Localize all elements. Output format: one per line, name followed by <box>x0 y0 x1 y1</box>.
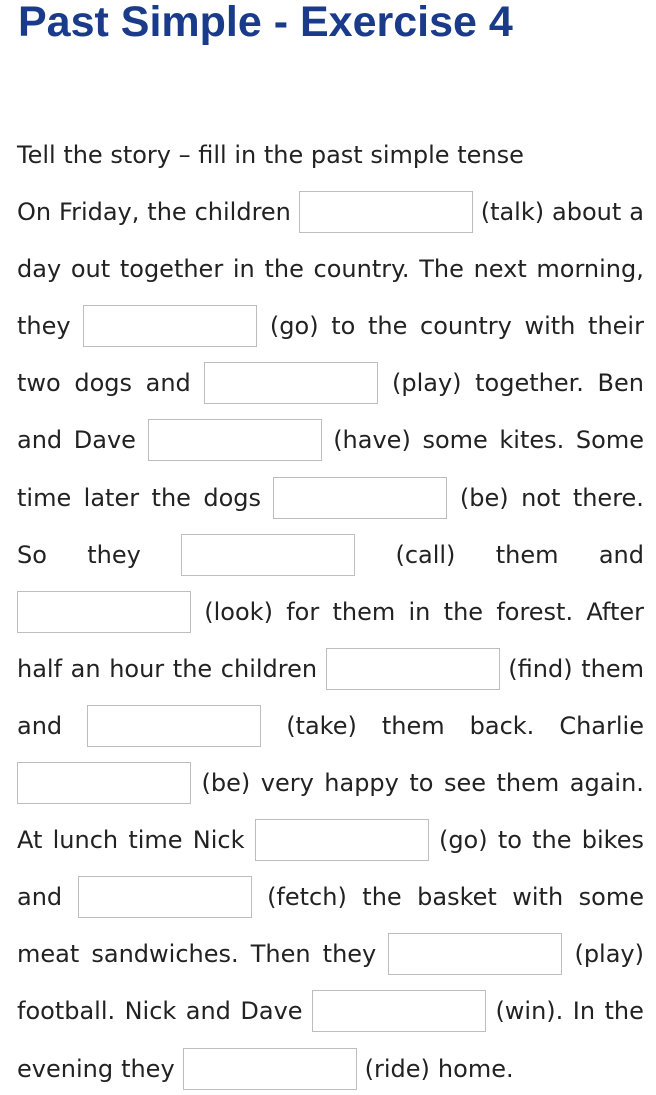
story-word: day <box>17 255 62 284</box>
story-word: with <box>512 883 564 912</box>
answer-field-9[interactable] <box>87 705 261 747</box>
story-word: and <box>17 426 63 455</box>
story-word: and <box>145 369 191 398</box>
story-word: their <box>588 312 644 341</box>
story-word: next <box>473 255 527 284</box>
story-word: (take) <box>286 711 357 740</box>
story-word: the <box>367 312 408 341</box>
story-word: children <box>194 198 291 226</box>
story-line <box>17 931 644 977</box>
story-word: them <box>496 769 560 797</box>
story-word: (fetch) <box>267 883 347 912</box>
story-word: So <box>17 540 47 569</box>
story-word: Charlie <box>559 711 644 740</box>
answer-field-14[interactable] <box>312 990 486 1032</box>
story-word: Nick <box>124 997 177 1026</box>
story-word: the <box>604 997 644 1026</box>
story-word: morning, <box>536 255 644 284</box>
story-word: and <box>185 997 231 1026</box>
story-word: again. <box>569 769 644 797</box>
story-word: (have) <box>333 426 411 455</box>
story-word: (find) <box>508 654 573 683</box>
story-line <box>17 246 644 292</box>
story-line <box>17 646 644 692</box>
story-word: not <box>521 483 561 512</box>
story-word: to <box>497 826 522 855</box>
story-word: dogs <box>203 483 262 512</box>
story-word: (play) <box>391 369 462 398</box>
answer-field-6[interactable] <box>181 534 355 576</box>
story-word: about <box>552 198 622 226</box>
story-word: later <box>83 483 140 512</box>
story-word: half <box>17 654 63 683</box>
story-word: After <box>586 597 644 626</box>
story-word: At <box>17 826 43 855</box>
story-word: they <box>87 540 141 569</box>
story-word: the <box>151 483 191 512</box>
story-word: home. <box>437 1054 514 1083</box>
story-line <box>17 475 644 521</box>
answer-field-15[interactable] <box>183 1048 357 1090</box>
story-word: Nick <box>192 826 245 855</box>
answer-field-13[interactable] <box>388 933 562 975</box>
story-word: time <box>17 483 72 512</box>
story-word: sandwiches. <box>91 940 239 969</box>
story-word: out <box>70 255 111 284</box>
story-word: bikes <box>581 826 644 855</box>
story-word: (be) <box>459 483 509 512</box>
story-word: the <box>264 255 304 284</box>
answer-field-1[interactable] <box>299 191 473 233</box>
story-word: them <box>381 711 445 740</box>
story-word: in <box>408 597 431 626</box>
story-word: the <box>443 597 484 626</box>
instruction-text: Tell the story – fill in the past simple tense <box>17 141 524 169</box>
story-word: see <box>443 769 487 797</box>
answer-field-10[interactable] <box>17 762 191 804</box>
story-word: an <box>70 654 101 683</box>
story-word: time <box>128 826 183 855</box>
story-word: together. <box>475 369 584 398</box>
story-word: some <box>422 426 488 455</box>
answer-field-5[interactable] <box>273 477 447 519</box>
story-line <box>17 589 644 635</box>
story-word: (talk) <box>480 198 545 226</box>
story-word: (go) <box>438 826 488 855</box>
story-word: very <box>260 769 314 797</box>
answer-field-11[interactable] <box>255 819 429 861</box>
story-word: The <box>419 255 464 284</box>
story-line <box>17 988 644 1034</box>
story-word: dogs <box>74 369 132 398</box>
answer-field-2[interactable] <box>83 305 257 347</box>
story-line <box>17 189 644 235</box>
story-word: kites. <box>499 426 565 455</box>
story-word: some <box>578 883 644 912</box>
story-word: in <box>232 255 255 284</box>
answer-field-7[interactable] <box>17 591 191 633</box>
answer-field-12[interactable] <box>78 876 252 918</box>
story-word: together <box>119 255 224 284</box>
story-word: country <box>420 312 512 341</box>
story-line <box>17 874 644 920</box>
answer-field-8[interactable] <box>326 648 500 690</box>
story-word: with <box>524 312 576 341</box>
story-word: them <box>581 654 644 683</box>
story-line <box>17 303 644 349</box>
story-word: football. <box>17 997 116 1026</box>
story-word: and <box>17 711 63 740</box>
story-line <box>17 703 644 749</box>
story-word: two <box>17 369 61 398</box>
story-word: (be) <box>201 769 251 797</box>
answer-field-4[interactable] <box>148 419 322 461</box>
story-word: to <box>331 312 356 341</box>
story-word: Then <box>250 940 311 969</box>
story-line <box>17 532 644 578</box>
story-word: hour <box>109 654 165 683</box>
story-line <box>17 1046 644 1092</box>
story-word: (go) <box>269 312 319 341</box>
story-word: (play) <box>574 940 644 969</box>
story-word: and <box>598 540 644 569</box>
story-word: Dave <box>73 426 136 455</box>
story-word: basket <box>417 883 497 912</box>
story-word: (look) <box>204 597 273 626</box>
story-word: In <box>572 997 596 1026</box>
story-word: to <box>409 769 434 797</box>
story-word: they <box>121 1054 175 1083</box>
story-word: (call) <box>395 540 456 569</box>
story-word: meat <box>17 940 80 969</box>
story-word: them <box>332 597 396 626</box>
story-word: the <box>172 654 213 683</box>
story-word: (win). <box>495 997 564 1026</box>
story-word: (ride) <box>364 1054 430 1083</box>
story-word: the <box>532 826 572 855</box>
answer-field-3[interactable] <box>204 362 378 404</box>
story-word: Dave <box>240 997 303 1026</box>
story-word: lunch <box>52 826 119 855</box>
story-word: a <box>629 198 644 226</box>
story-word: there. <box>572 483 644 512</box>
story-word: evening <box>17 1054 114 1083</box>
story-word: country. <box>313 255 410 284</box>
story-word: the <box>362 883 402 912</box>
story-word: them <box>495 540 559 569</box>
story-word: happy <box>324 769 399 797</box>
story-word: On <box>17 198 52 226</box>
story-line <box>17 760 644 806</box>
story-word: back. <box>469 711 535 740</box>
story-word: they <box>322 940 377 969</box>
story-line <box>17 417 644 463</box>
story-word: for <box>286 597 320 626</box>
story-word: children <box>220 654 318 683</box>
story-word: the <box>147 198 187 226</box>
story-word: they <box>17 312 71 341</box>
page-title: Past Simple - Exercise 4 <box>18 0 513 46</box>
story-word: forest. <box>496 597 574 626</box>
story-word: Ben <box>597 369 644 398</box>
story-line <box>17 817 644 863</box>
story-line <box>17 360 644 406</box>
story-word: Some <box>575 426 644 455</box>
story-word: and <box>17 883 63 912</box>
story-word: Friday, <box>59 198 140 226</box>
